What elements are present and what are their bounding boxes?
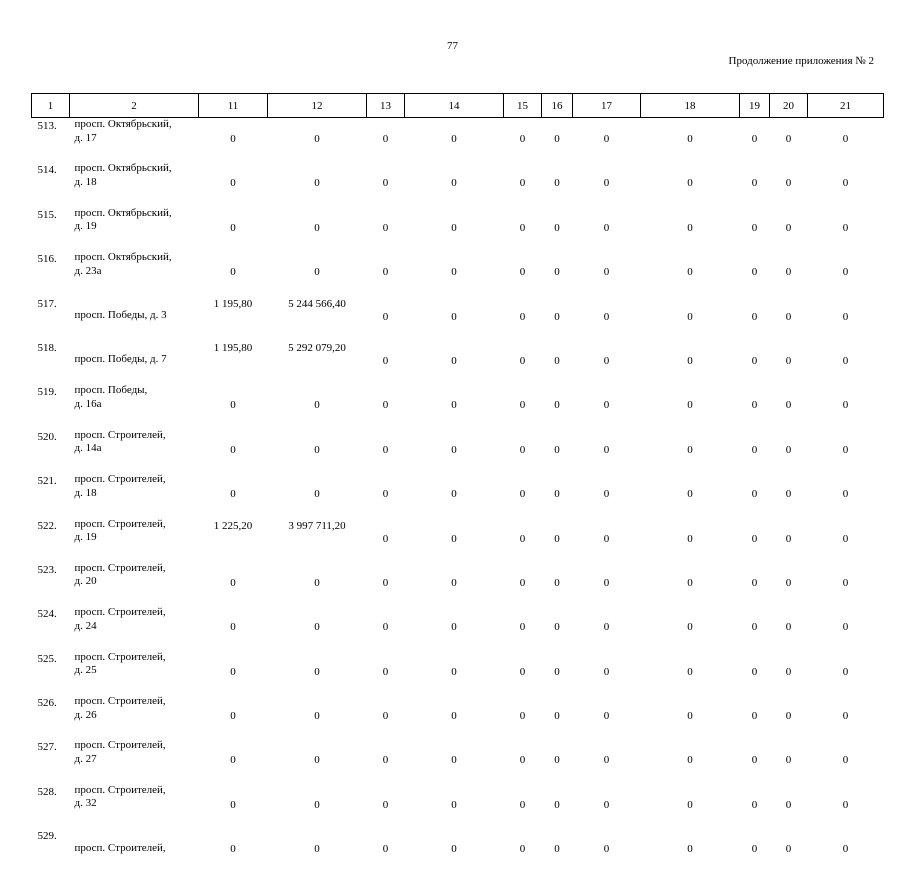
value-cell: 0 — [519, 310, 526, 323]
value-cell: 0 — [751, 133, 758, 145]
value-cell: 0 — [687, 177, 693, 190]
value-cell: 0 — [842, 532, 849, 545]
value-cell: 0 — [314, 576, 320, 589]
value-cell: 0 — [687, 843, 693, 856]
value-cell: 0 — [519, 443, 526, 456]
value-cell: 0 — [751, 665, 758, 678]
row-number: 517. — [37, 297, 57, 310]
table-row — [32, 296, 884, 340]
value-cell: 0 — [687, 221, 693, 234]
value-cell: 0 — [554, 798, 560, 811]
value-cell: 0 — [314, 798, 320, 811]
table-row — [32, 518, 884, 562]
value-cell: 0 — [230, 221, 236, 234]
address-line-2: д. 32 — [74, 797, 97, 810]
value-cell: 0 — [603, 798, 610, 811]
address-line-2: просп. Строителей, — [74, 841, 166, 854]
address-line-1 — [75, 340, 199, 354]
value-cell: 0 — [314, 843, 320, 856]
value-cell: 0 — [687, 133, 693, 145]
address-line-2: д. 17 — [74, 131, 97, 144]
value-cell: 0 — [554, 177, 560, 190]
value-cell: 0 — [687, 621, 693, 634]
value-cell: 0 — [603, 576, 610, 589]
address-cell — [70, 429, 199, 473]
value-cell: 0 — [785, 665, 792, 678]
address-cell — [70, 606, 199, 650]
value-cell: 0 — [451, 221, 457, 234]
value-cell: 0 — [451, 798, 457, 811]
table-row — [32, 162, 884, 206]
address-line-2: д. 27 — [74, 752, 97, 765]
value-cell: 0 — [842, 621, 849, 634]
value-cell: 0 — [314, 488, 320, 501]
value-cell: 1 195,80 — [213, 341, 253, 354]
value-cell: 0 — [554, 399, 560, 412]
value-cell: 0 — [451, 266, 457, 279]
value-cell: 0 — [382, 221, 389, 234]
value-cell: 0 — [451, 177, 457, 190]
value-cell: 0 — [382, 665, 389, 678]
value-cell: 0 — [785, 221, 792, 234]
value-cell: 0 — [751, 710, 758, 723]
value-cell: 0 — [603, 488, 610, 501]
row-number: 521. — [37, 475, 57, 488]
value-cell: 0 — [554, 354, 560, 367]
value-cell: 0 — [687, 798, 693, 811]
value-cell: 0 — [382, 310, 389, 323]
value-cell: 0 — [751, 221, 758, 234]
value-cell: 0 — [382, 488, 389, 501]
value-cell: 0 — [519, 621, 526, 634]
value-cell: 0 — [687, 665, 693, 678]
column-header: 20 — [770, 94, 808, 118]
value-cell: 5 292 079,20 — [288, 341, 346, 354]
value-cell: 0 — [314, 221, 320, 234]
value-cell: 0 — [314, 266, 320, 279]
value-cell: 0 — [382, 399, 389, 412]
value-cell: 0 — [842, 443, 849, 456]
value-cell: 0 — [314, 133, 320, 145]
value-cell: 0 — [230, 754, 236, 767]
address-line-2: д. 19 — [74, 220, 97, 233]
value-cell: 0 — [842, 266, 849, 279]
value-cell: 0 — [314, 710, 320, 723]
value-cell: 0 — [554, 621, 560, 634]
value-cell: 0 — [842, 354, 849, 367]
value-cell: 0 — [519, 754, 526, 767]
table-row — [32, 739, 884, 783]
address-line-1: просп. Строителей, — [74, 561, 166, 574]
value-cell: 1 225,20 — [213, 519, 253, 532]
address-line-2: просп. Победы, д. 7 — [74, 353, 167, 366]
row-number: 525. — [37, 652, 57, 665]
value-cell: 0 — [314, 399, 320, 412]
value-cell: 0 — [603, 266, 610, 279]
address-cell — [70, 695, 199, 739]
address-cell — [70, 518, 199, 562]
address-cell — [70, 340, 199, 384]
address-line-2: д. 24 — [74, 619, 97, 632]
value-cell: 0 — [314, 621, 320, 634]
row-number: 528. — [37, 785, 57, 798]
table-body — [32, 118, 884, 873]
value-cell: 0 — [751, 443, 758, 456]
value-cell: 0 — [603, 310, 610, 323]
value-cell: 0 — [382, 443, 389, 456]
value-cell: 0 — [230, 177, 236, 190]
address-line-1: просп. Победы, — [74, 384, 148, 397]
row-number: 529. — [37, 830, 57, 843]
value-cell: 0 — [603, 177, 610, 190]
column-header: 11 — [199, 94, 268, 118]
value-cell: 0 — [842, 133, 849, 145]
value-cell: 0 — [230, 710, 236, 723]
value-cell: 0 — [519, 354, 526, 367]
value-cell: 0 — [519, 532, 526, 545]
value-cell: 0 — [603, 221, 610, 234]
value-cell: 0 — [314, 177, 320, 190]
value-cell: 0 — [751, 532, 758, 545]
value-cell: 0 — [451, 354, 457, 367]
row-number: 522. — [37, 519, 57, 532]
value-cell: 0 — [785, 754, 792, 767]
table-row — [32, 828, 884, 872]
table-row — [32, 695, 884, 739]
column-header: 14 — [405, 94, 504, 118]
value-cell: 0 — [382, 754, 389, 767]
table-row — [32, 118, 884, 163]
value-cell: 0 — [382, 266, 389, 279]
value-cell: 0 — [314, 443, 320, 456]
table-row — [32, 606, 884, 650]
value-cell: 0 — [519, 221, 526, 234]
value-cell: 0 — [603, 133, 610, 145]
value-cell: 0 — [554, 221, 560, 234]
table-row — [32, 651, 884, 695]
value-cell: 0 — [554, 532, 560, 545]
value-cell: 0 — [842, 177, 849, 190]
column-header: 21 — [808, 94, 884, 118]
value-cell: 0 — [842, 798, 849, 811]
value-cell: 0 — [603, 354, 610, 367]
address-line-1: просп. Октябрьский, — [74, 206, 172, 219]
value-cell: 0 — [554, 488, 560, 501]
value-cell: 0 — [842, 710, 849, 723]
table-row — [32, 384, 884, 428]
value-cell: 0 — [230, 133, 236, 145]
column-header: 2 — [70, 94, 199, 118]
value-cell: 0 — [382, 354, 389, 367]
table-row — [32, 784, 884, 828]
value-cell: 0 — [785, 266, 792, 279]
value-cell: 0 — [554, 576, 560, 589]
value-cell: 0 — [842, 399, 849, 412]
address-cell — [70, 739, 199, 783]
address-line-2: д. 16а — [74, 397, 102, 410]
value-cell: 0 — [230, 621, 236, 634]
address-cell — [70, 473, 199, 517]
value-cell: 0 — [519, 266, 526, 279]
page-number: 77 — [447, 40, 458, 52]
row-number: 520. — [37, 430, 57, 443]
address-line-1: просп. Октябрьский, — [74, 162, 172, 175]
value-cell: 0 — [751, 798, 758, 811]
value-cell: 0 — [751, 399, 758, 412]
row-number: 514. — [37, 164, 57, 177]
value-cell: 0 — [314, 754, 320, 767]
column-header: 13 — [367, 94, 405, 118]
row-number: 524. — [37, 608, 57, 621]
value-cell: 0 — [554, 754, 560, 767]
value-cell: 0 — [785, 443, 792, 456]
value-cell: 0 — [451, 621, 457, 634]
value-cell: 0 — [451, 665, 457, 678]
value-cell: 0 — [230, 399, 236, 412]
address-cell — [70, 651, 199, 695]
table-row — [32, 251, 884, 295]
value-cell: 0 — [785, 798, 792, 811]
column-header: 19 — [740, 94, 770, 118]
row-number: 519. — [37, 386, 57, 399]
value-cell: 0 — [382, 621, 389, 634]
value-cell: 0 — [687, 399, 693, 412]
value-cell: 0 — [687, 266, 693, 279]
column-header: 18 — [641, 94, 740, 118]
row-number: 516. — [37, 253, 57, 266]
address-cell — [70, 562, 199, 606]
address-line-2: просп. Победы, д. 3 — [74, 309, 167, 322]
value-cell: 0 — [451, 843, 457, 856]
value-cell: 0 — [451, 754, 457, 767]
value-cell: 0 — [451, 133, 457, 145]
value-cell: 0 — [519, 488, 526, 501]
address-line-2: д. 19 — [74, 531, 97, 544]
address-cell — [70, 296, 199, 340]
value-cell: 0 — [603, 443, 610, 456]
address-line-2: д. 25 — [74, 664, 97, 677]
value-cell: 0 — [603, 665, 610, 678]
row-number: 515. — [37, 208, 57, 221]
column-header: 1 — [32, 94, 70, 118]
value-cell: 0 — [230, 488, 236, 501]
value-cell: 0 — [785, 488, 792, 501]
table-row — [32, 562, 884, 606]
value-cell: 0 — [230, 843, 236, 856]
table-row — [32, 473, 884, 517]
address-cell — [70, 828, 199, 872]
value-cell: 0 — [230, 266, 236, 279]
row-number: 523. — [37, 563, 57, 576]
table-row — [32, 340, 884, 384]
value-cell: 0 — [687, 354, 693, 367]
address-line-1: просп. Октябрьский, — [74, 118, 172, 130]
value-cell: 0 — [785, 133, 792, 145]
address-line-1: просп. Строителей, — [74, 606, 166, 619]
value-cell: 0 — [842, 488, 849, 501]
address-line-2: д. 23а — [74, 264, 102, 277]
value-cell: 0 — [382, 532, 389, 545]
value-cell: 0 — [382, 576, 389, 589]
address-line-2: д. 18 — [74, 175, 97, 188]
value-cell: 0 — [751, 576, 758, 589]
value-cell: 0 — [554, 266, 560, 279]
value-cell: 0 — [785, 532, 792, 545]
value-cell: 0 — [751, 488, 758, 501]
address-cell — [70, 207, 199, 251]
data-table — [31, 93, 884, 873]
value-cell: 0 — [603, 621, 610, 634]
value-cell: 0 — [842, 221, 849, 234]
address-line-2: д. 18 — [74, 486, 97, 499]
value-cell: 0 — [842, 843, 849, 856]
address-line-1: просп. Строителей, — [74, 473, 166, 486]
value-cell: 0 — [751, 843, 758, 856]
value-cell: 0 — [230, 665, 236, 678]
column-header: 15 — [504, 94, 542, 118]
address-line-1 — [75, 296, 199, 310]
value-cell: 0 — [751, 266, 758, 279]
value-cell: 0 — [451, 576, 457, 589]
value-cell: 0 — [554, 133, 560, 145]
value-cell: 0 — [314, 665, 320, 678]
table-row — [32, 429, 884, 473]
value-cell: 0 — [451, 488, 457, 501]
value-cell: 0 — [519, 798, 526, 811]
value-cell: 0 — [687, 443, 693, 456]
address-line-1 — [75, 828, 199, 842]
value-cell: 0 — [554, 710, 560, 723]
value-cell: 0 — [451, 399, 457, 412]
value-cell: 0 — [785, 621, 792, 634]
value-cell: 0 — [687, 488, 693, 501]
row-number: 527. — [37, 741, 57, 754]
column-header: 12 — [268, 94, 367, 118]
value-cell: 0 — [751, 177, 758, 190]
value-cell: 0 — [751, 354, 758, 367]
table-row — [32, 207, 884, 251]
value-cell: 0 — [519, 576, 526, 589]
address-cell — [70, 384, 199, 428]
value-cell: 0 — [603, 532, 610, 545]
value-cell: 3 997 711,20 — [288, 519, 346, 532]
value-cell: 0 — [687, 532, 693, 545]
address-line-2: д. 20 — [74, 575, 97, 588]
row-number: 526. — [37, 697, 57, 710]
value-cell: 0 — [382, 798, 389, 811]
value-cell: 0 — [842, 665, 849, 678]
address-line-1: просп. Строителей, — [74, 783, 166, 796]
value-cell: 0 — [687, 710, 693, 723]
value-cell: 0 — [230, 576, 236, 589]
table-header — [32, 94, 884, 118]
value-cell: 0 — [519, 665, 526, 678]
address-line-2: д. 26 — [74, 708, 97, 721]
value-cell: 0 — [382, 133, 389, 145]
row-number: 518. — [37, 341, 57, 354]
value-cell: 0 — [603, 754, 610, 767]
value-cell: 0 — [687, 754, 693, 767]
value-cell: 0 — [554, 665, 560, 678]
value-cell: 0 — [382, 177, 389, 190]
value-cell: 0 — [230, 443, 236, 456]
address-line-1: просп. Строителей, — [74, 695, 166, 708]
value-cell: 0 — [230, 798, 236, 811]
value-cell: 0 — [751, 621, 758, 634]
value-cell: 0 — [785, 354, 792, 367]
value-cell: 0 — [603, 710, 610, 723]
value-cell: 0 — [785, 710, 792, 723]
value-cell: 1 195,80 — [213, 297, 253, 310]
value-cell: 0 — [687, 576, 693, 589]
column-header: 16 — [542, 94, 573, 118]
value-cell: 0 — [519, 710, 526, 723]
value-cell: 0 — [554, 443, 560, 456]
value-cell: 0 — [382, 843, 389, 856]
value-cell: 0 — [842, 754, 849, 767]
value-cell: 0 — [751, 310, 758, 323]
value-cell: 0 — [451, 710, 457, 723]
value-cell: 0 — [785, 399, 792, 412]
value-cell: 0 — [785, 843, 792, 856]
value-cell: 0 — [519, 177, 526, 190]
value-cell: 0 — [603, 399, 610, 412]
value-cell: 0 — [519, 133, 526, 145]
value-cell: 0 — [451, 443, 457, 456]
address-line-1: просп. Строителей, — [74, 517, 166, 530]
value-cell: 0 — [785, 177, 792, 190]
address-line-1: просп. Октябрьский, — [74, 251, 172, 264]
address-line-1: просп. Строителей, — [74, 428, 166, 441]
value-cell: 0 — [785, 310, 792, 323]
appendix-title: Продолжение приложения № 2 — [728, 55, 874, 67]
value-cell: 0 — [519, 399, 526, 412]
address-cell — [70, 162, 199, 206]
value-cell: 0 — [451, 532, 457, 545]
address-line-1: просп. Строителей, — [74, 650, 166, 663]
value-cell: 0 — [451, 310, 457, 323]
value-cell: 0 — [554, 310, 560, 323]
value-cell: 0 — [751, 754, 758, 767]
value-cell: 0 — [603, 843, 610, 856]
address-cell — [70, 251, 199, 295]
value-cell: 5 244 566,40 — [288, 297, 346, 310]
address-cell — [70, 784, 199, 828]
address-line-2: д. 14а — [74, 442, 102, 455]
value-cell: 0 — [382, 710, 389, 723]
row-number: 513. — [37, 120, 57, 132]
value-cell: 0 — [687, 310, 693, 323]
column-header: 17 — [573, 94, 641, 118]
value-cell: 0 — [519, 843, 526, 856]
value-cell: 0 — [842, 576, 849, 589]
address-cell — [70, 118, 199, 163]
value-cell: 0 — [785, 576, 792, 589]
address-line-1: просп. Строителей, — [74, 739, 166, 752]
value-cell: 0 — [842, 310, 849, 323]
value-cell: 0 — [554, 843, 560, 856]
